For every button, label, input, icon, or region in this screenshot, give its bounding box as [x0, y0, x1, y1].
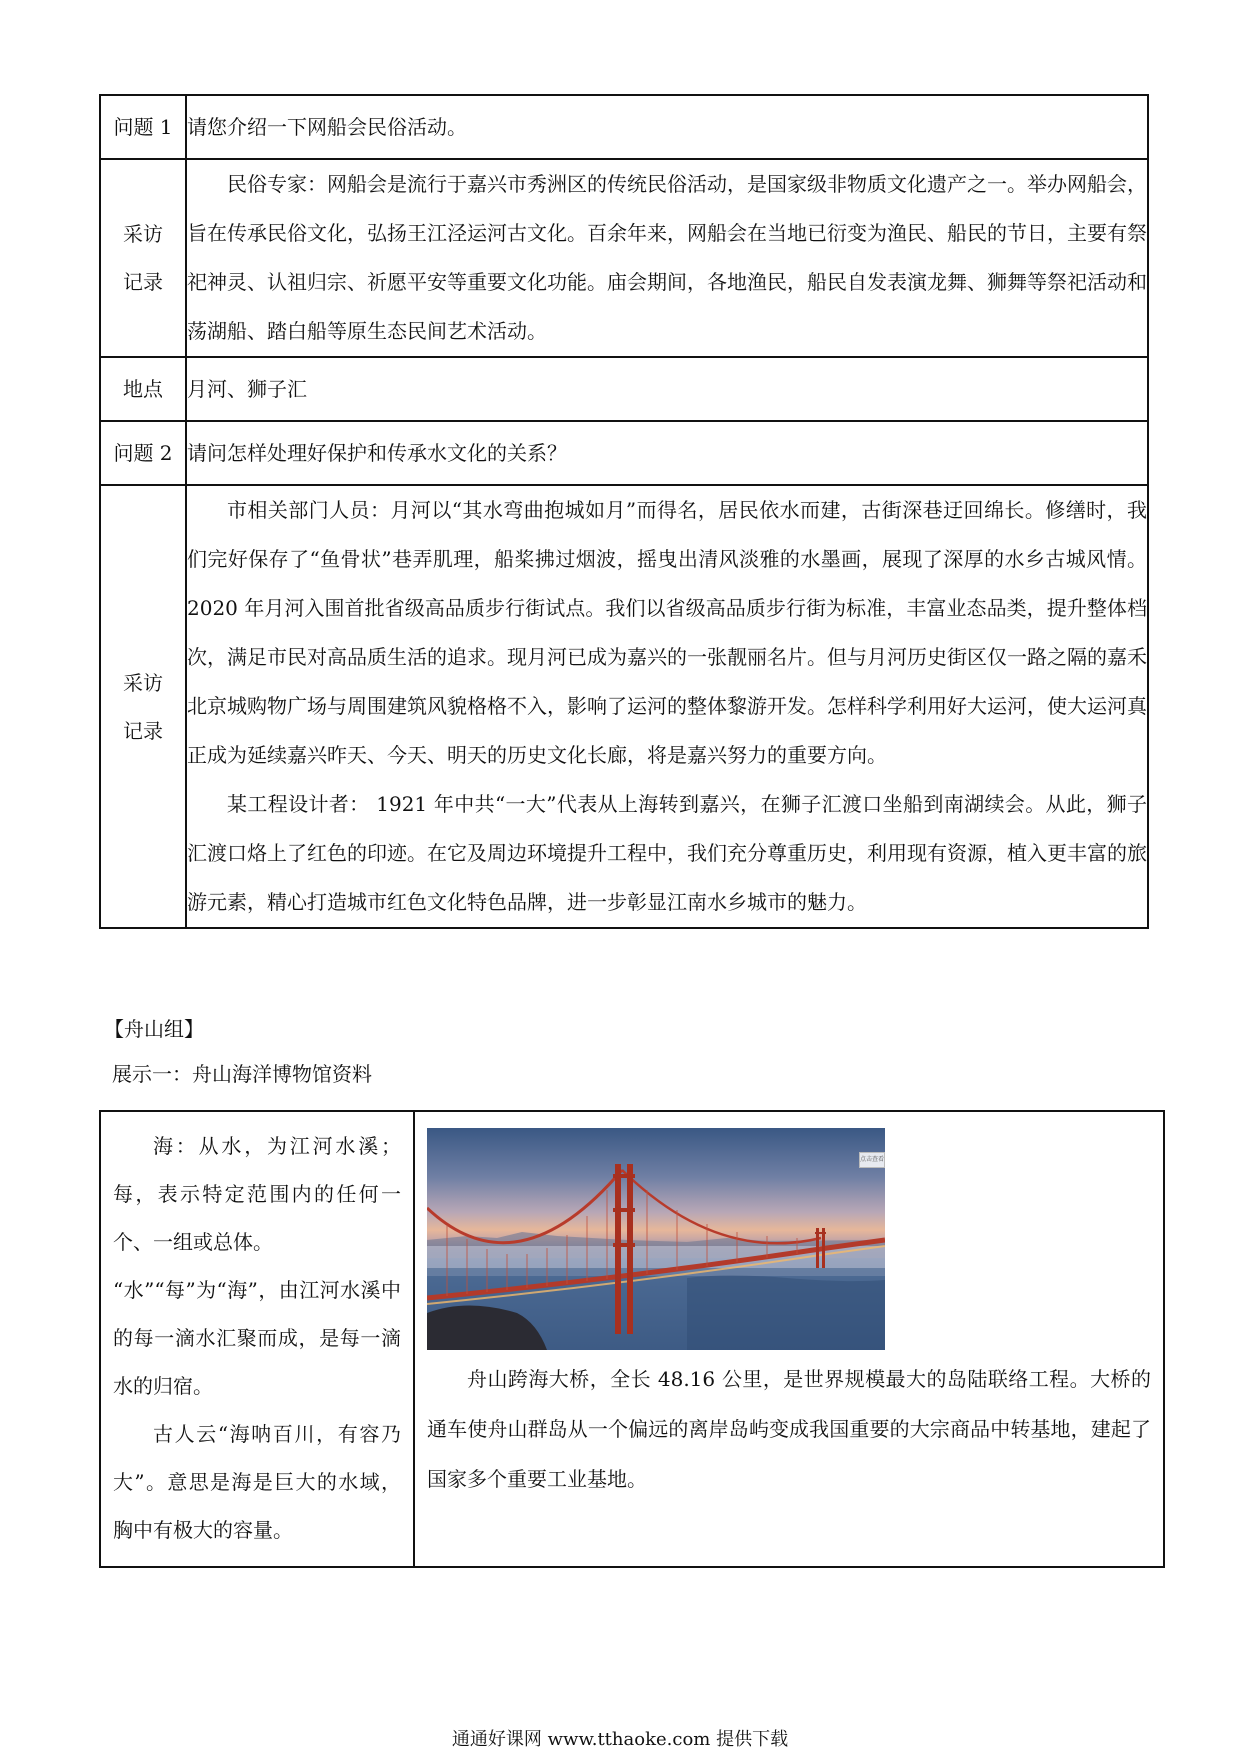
- table-row: [100, 485, 1148, 928]
- character-paragraph-3: 古人云“海呐百川，有容乃大”。意思是海是巨大的水域，胸中有极大的容量。: [113, 1422, 401, 1542]
- record-label-line2: 记录: [123, 270, 163, 294]
- record-2-label: [100, 485, 186, 928]
- record-label-line1: 采访: [123, 222, 163, 246]
- record-2-paragraph-2: 某工程设计者： 1921 年中共“一大”代表从上海转到嘉兴，在狮子汇渡口坐船到南湖续会。从此，狮子汇渡口烙上了红色的印迹。在它及周边环境提升工程中，我们充分尊重历史，利用现有资源，植入更丰富的旅游元素，精心打造城市红色文化特色品牌，进一步彰显江南水乡城市的魅力。: [187, 792, 1147, 914]
- exhibit-table: [99, 1110, 1165, 1568]
- table-row: [100, 1111, 1164, 1567]
- record-label-line1: 采访: [123, 670, 163, 695]
- character-explanation-cell: [100, 1111, 414, 1567]
- bridge-cell: [414, 1111, 1164, 1567]
- group-heading: 【舟山组】: [104, 1017, 204, 1041]
- question-2-text: 请问怎样处理好保护和传承水文化的关系？: [186, 421, 1148, 485]
- bridge-photo: [427, 1128, 885, 1350]
- bridge-illustration: [427, 1128, 885, 1350]
- record-1-text: 民俗专家：网船会是流行于嘉兴市秀洲区的传统民俗活动，是国家级非物质文化遗产之一。举办网船会，旨在传承民俗文化，弘扬王江泾运河古文化。百余年来，网船会在当地已衍变为渔民、船民的节日，主要有祭祀神灵、认祖归宗、祈愿平安等重要文化功能。庙会期间，各地渔民，船民自发表演龙舞、狮舞等祭祀活动和荡湖船、踏白船等原生态民间艺术活动。: [187, 172, 1147, 343]
- table-row: [100, 95, 1148, 159]
- question-2-label: 问题 2: [100, 421, 186, 485]
- record-label-line2: 记录: [123, 718, 163, 743]
- table-row: [100, 421, 1148, 485]
- place-text: 月河、狮子汇: [186, 357, 1148, 421]
- place-label: 地点: [100, 357, 186, 421]
- question-1-text: 请您介绍一下网船会民俗活动。: [186, 95, 1148, 159]
- interview-table: [99, 94, 1149, 929]
- photo-caption-chip: 点击查看: [859, 1152, 885, 1168]
- record-2-paragraph-1: 市相关部门人员：月河以“其水弯曲抱城如月”而得名，居民依水而建，古街深巷迂回绵长。修缮时，我们完好保存了“鱼骨状”巷弄肌理，船桨拂过烟波，摇曳出清风淡雅的水墨画，展现了深厚的水乡古城风情。2020 年月河入围首批省级高品质步行街试点。我们以省级高品质步行街为标准，丰富业态品类，提升整体档次，满足市民对高品质生活的追求。现月河已成为嘉兴的一张靓丽名片。但与月河历史街区仅一路之隔的嘉禾北京城购物广场与周围建筑风貌格格不入，影响了运河的整体黎游开发。怎样科学利用好大运河，使大运河真正成为延续嘉兴昨天、今天、明天的历史文化长廊，将是嘉兴努力的重要方向。: [187, 498, 1147, 767]
- character-paragraph-1: 海：从水，为江河水溪；每，表示特定范围内的任何一个、一组或总体。: [113, 1134, 401, 1254]
- footer-watermark: 通通好课网 www.tthaoke.com 提供下载: [451, 1729, 789, 1750]
- exhibit-heading: 展示一：舟山海洋博物馆资料: [112, 1062, 372, 1086]
- record-2-cell: [186, 485, 1148, 928]
- record-1-cell: [186, 159, 1148, 357]
- bridge-description: 舟山跨海大桥，全长 48.16 公里，是世界规模最大的岛陆联络工程。大桥的通车使舟山群岛从一个偏远的离岸岛屿变成我国重要的大宗商品中转基地，建起了国家多个重要工业基地。: [427, 1367, 1151, 1491]
- question-1-label: 问题 1: [100, 95, 186, 159]
- character-paragraph-2: “水”“每”为“海”，由江河水溪中的每一滴水汇聚而成，是每一滴水的归宿。: [113, 1278, 401, 1398]
- record-1-label: [100, 159, 186, 357]
- table-row: [100, 357, 1148, 421]
- table-row: [100, 159, 1148, 357]
